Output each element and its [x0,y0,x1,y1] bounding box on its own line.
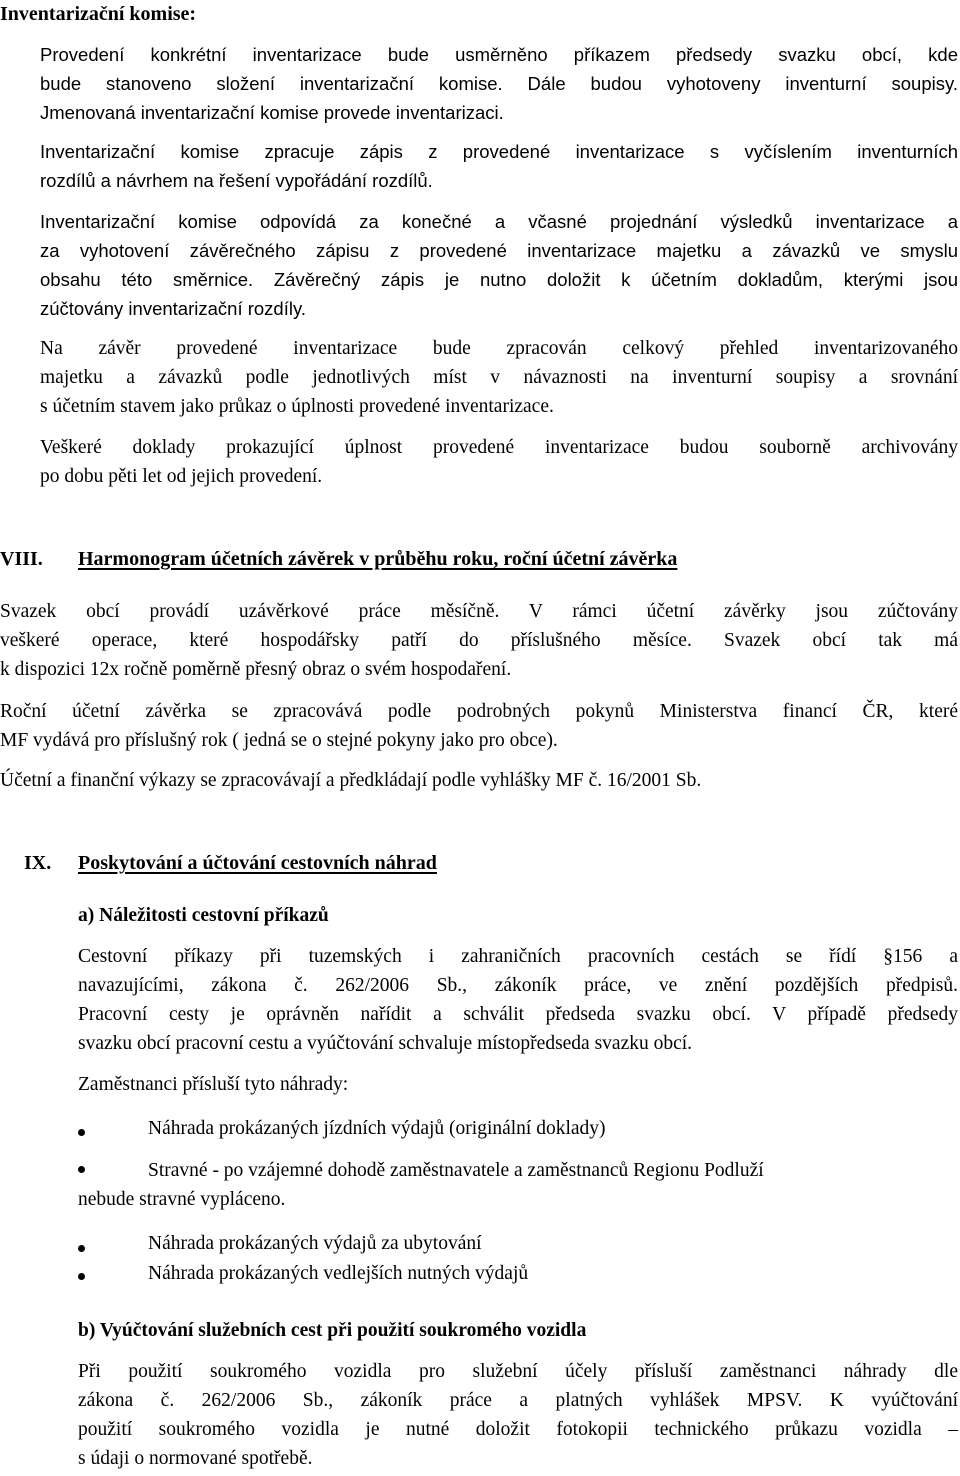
paragraph [78,1070,958,1099]
section-title: Poskytování a účtování cestovních náhrad [78,852,437,874]
text-line: Svazek obcí provádí uzávěrkové práce měsíčně. V rámci účetní závěrky jsou zúčtovány [0,601,958,622]
text-line: Roční účetní závěrka se zpracovává podle podrobných pokynů Ministerstva financí ČR, které [0,701,958,722]
subsection-b-heading: b) Vyúčtování služebních cest při použití soukromého vozidla [78,1320,587,1341]
text-line: Cestovní příkazy při tuzemských i zahraničních pracovních cestách se řídí §156 a [78,946,958,967]
bullet-icon [78,1166,85,1173]
section-number: IX. [24,852,52,874]
text-line: Inventarizační komise odpovídá za konečné a včasné projednání výsledků inventarizace a [40,211,958,232]
text-line: Účetní a finanční výkazy se zpracovávají a předkládají podle vyhlášky MF č. 16/2001 Sb. [0,770,702,791]
text-line: veškeré operace, které hospodářsky patří do příslušného měsíce. Svazek obcí tak má [0,630,958,651]
text-line: použití soukromého vozidla je nutné doložit fotokopii technického průkazu vozidla – [78,1419,958,1440]
text-line: k dispozici 12x ročně poměrně přesný obraz o svém hospodaření. [0,659,512,680]
text-line: Pracovní cesty je oprávněn nařídit a schválit předseda svazku obcí. V případě předsedy [78,1004,958,1025]
text-line: Zaměstnanci přísluší tyto náhrady: [78,1074,349,1095]
text-line: rozdílů a návrhem na řešení vypořádání rozdílů. [40,170,433,191]
text-line: MF vydává pro příslušný rok ( jedná se o stejné pokyny jako pro obce). [0,730,558,751]
text-line: Na závěr provedené inventarizace bude zpracován celkový přehled inventarizovaného [40,338,958,359]
paragraph [40,137,958,195]
list-item: Náhrada prokázaných výdajů za ubytování [148,1233,482,1254]
list-item: Stravné - po vzájemné dohodě zaměstnavatele a zaměstnanců Regionu Podluží [148,1160,764,1181]
paragraph [0,697,958,755]
text-line: navazujícími, zákona č. 262/2006 Sb., zákoník práce, ve znění pozdějších předpisů. [78,975,958,996]
text-line: Provedení konkrétní inventarizace bude usměrněno příkazem předsedy svazku obcí, kde [40,44,958,65]
text-line: s účetním stavem jako průkaz o úplnosti provedené inventarizace. [40,396,554,417]
paragraph [0,766,958,795]
section-number: VIII. [0,548,43,570]
list-item-continuation: nebude stravné vypláceno. [78,1189,286,1210]
text-line: majetku a závazků podle jednotlivých míst v návaznosti na inventurní soupisy a srovnání [40,367,958,388]
text-line: Jmenovaná inventarizační komise provede inventarizaci. [40,102,504,123]
paragraph [40,433,958,491]
text-line: zákona č. 262/2006 Sb., zákoník práce a platných vyhlášek MPSV. K vyúčtování [78,1390,958,1411]
paragraph [40,334,958,421]
subsection-a-heading: a) Náležitosti cestovní příkazů [78,905,329,926]
text-line: za vyhotovení závěrečného zápisu z provedené inventarizace majetku a závazků ve smyslu [40,240,958,261]
text-line: Při použití soukromého vozidla pro služební účely přísluší zaměstnanci náhrady dle [78,1361,958,1382]
paragraph [78,1357,958,1473]
bullet-icon [78,1129,85,1136]
list-item: Náhrada prokázaných jízdních výdajů (originální doklady) [148,1118,606,1139]
section-viii-heading [0,546,677,572]
text-line: Inventarizační komise zpracuje zápis z provedené inventarizace s vyčíslením inventurních [40,141,958,162]
text-line: svazku obcí pracovní cestu a vyúčtování schvaluje místopředseda svazku obcí. [78,1033,693,1054]
text-line: obsahu této směrnice. Závěrečný zápis je nutno doložit k účetním dokladům, kterými jsou [40,269,958,290]
text-line: bude stanoveno složení inventarizační komise. Dále budou vyhotoveny inventurní soupisy. [40,73,958,94]
paragraph [0,597,958,684]
bullet-icon [78,1273,85,1280]
text-line: s údaji o normované spotřebě. [78,1448,313,1469]
list-item: Náhrada prokázaných vedlejších nutných výdajů [148,1263,529,1284]
section-ix-heading [24,850,437,876]
section-title: Harmonogram účetních závěrek v průběhu roku, roční účetní závěrka [78,548,678,570]
paragraph [78,942,958,1058]
inventory-commission-heading: Inventarizační komise: [0,3,197,25]
paragraph [40,40,958,127]
text-line: po dobu pěti let od jejich provedení. [40,466,323,487]
bullet-icon [78,1245,85,1252]
text-line: Veškeré doklady prokazující úplnost provedené inventarizace budou souborně archivovány [40,437,958,458]
paragraph [40,207,958,323]
text-line: zúčtovány inventarizační rozdíly. [40,298,306,319]
